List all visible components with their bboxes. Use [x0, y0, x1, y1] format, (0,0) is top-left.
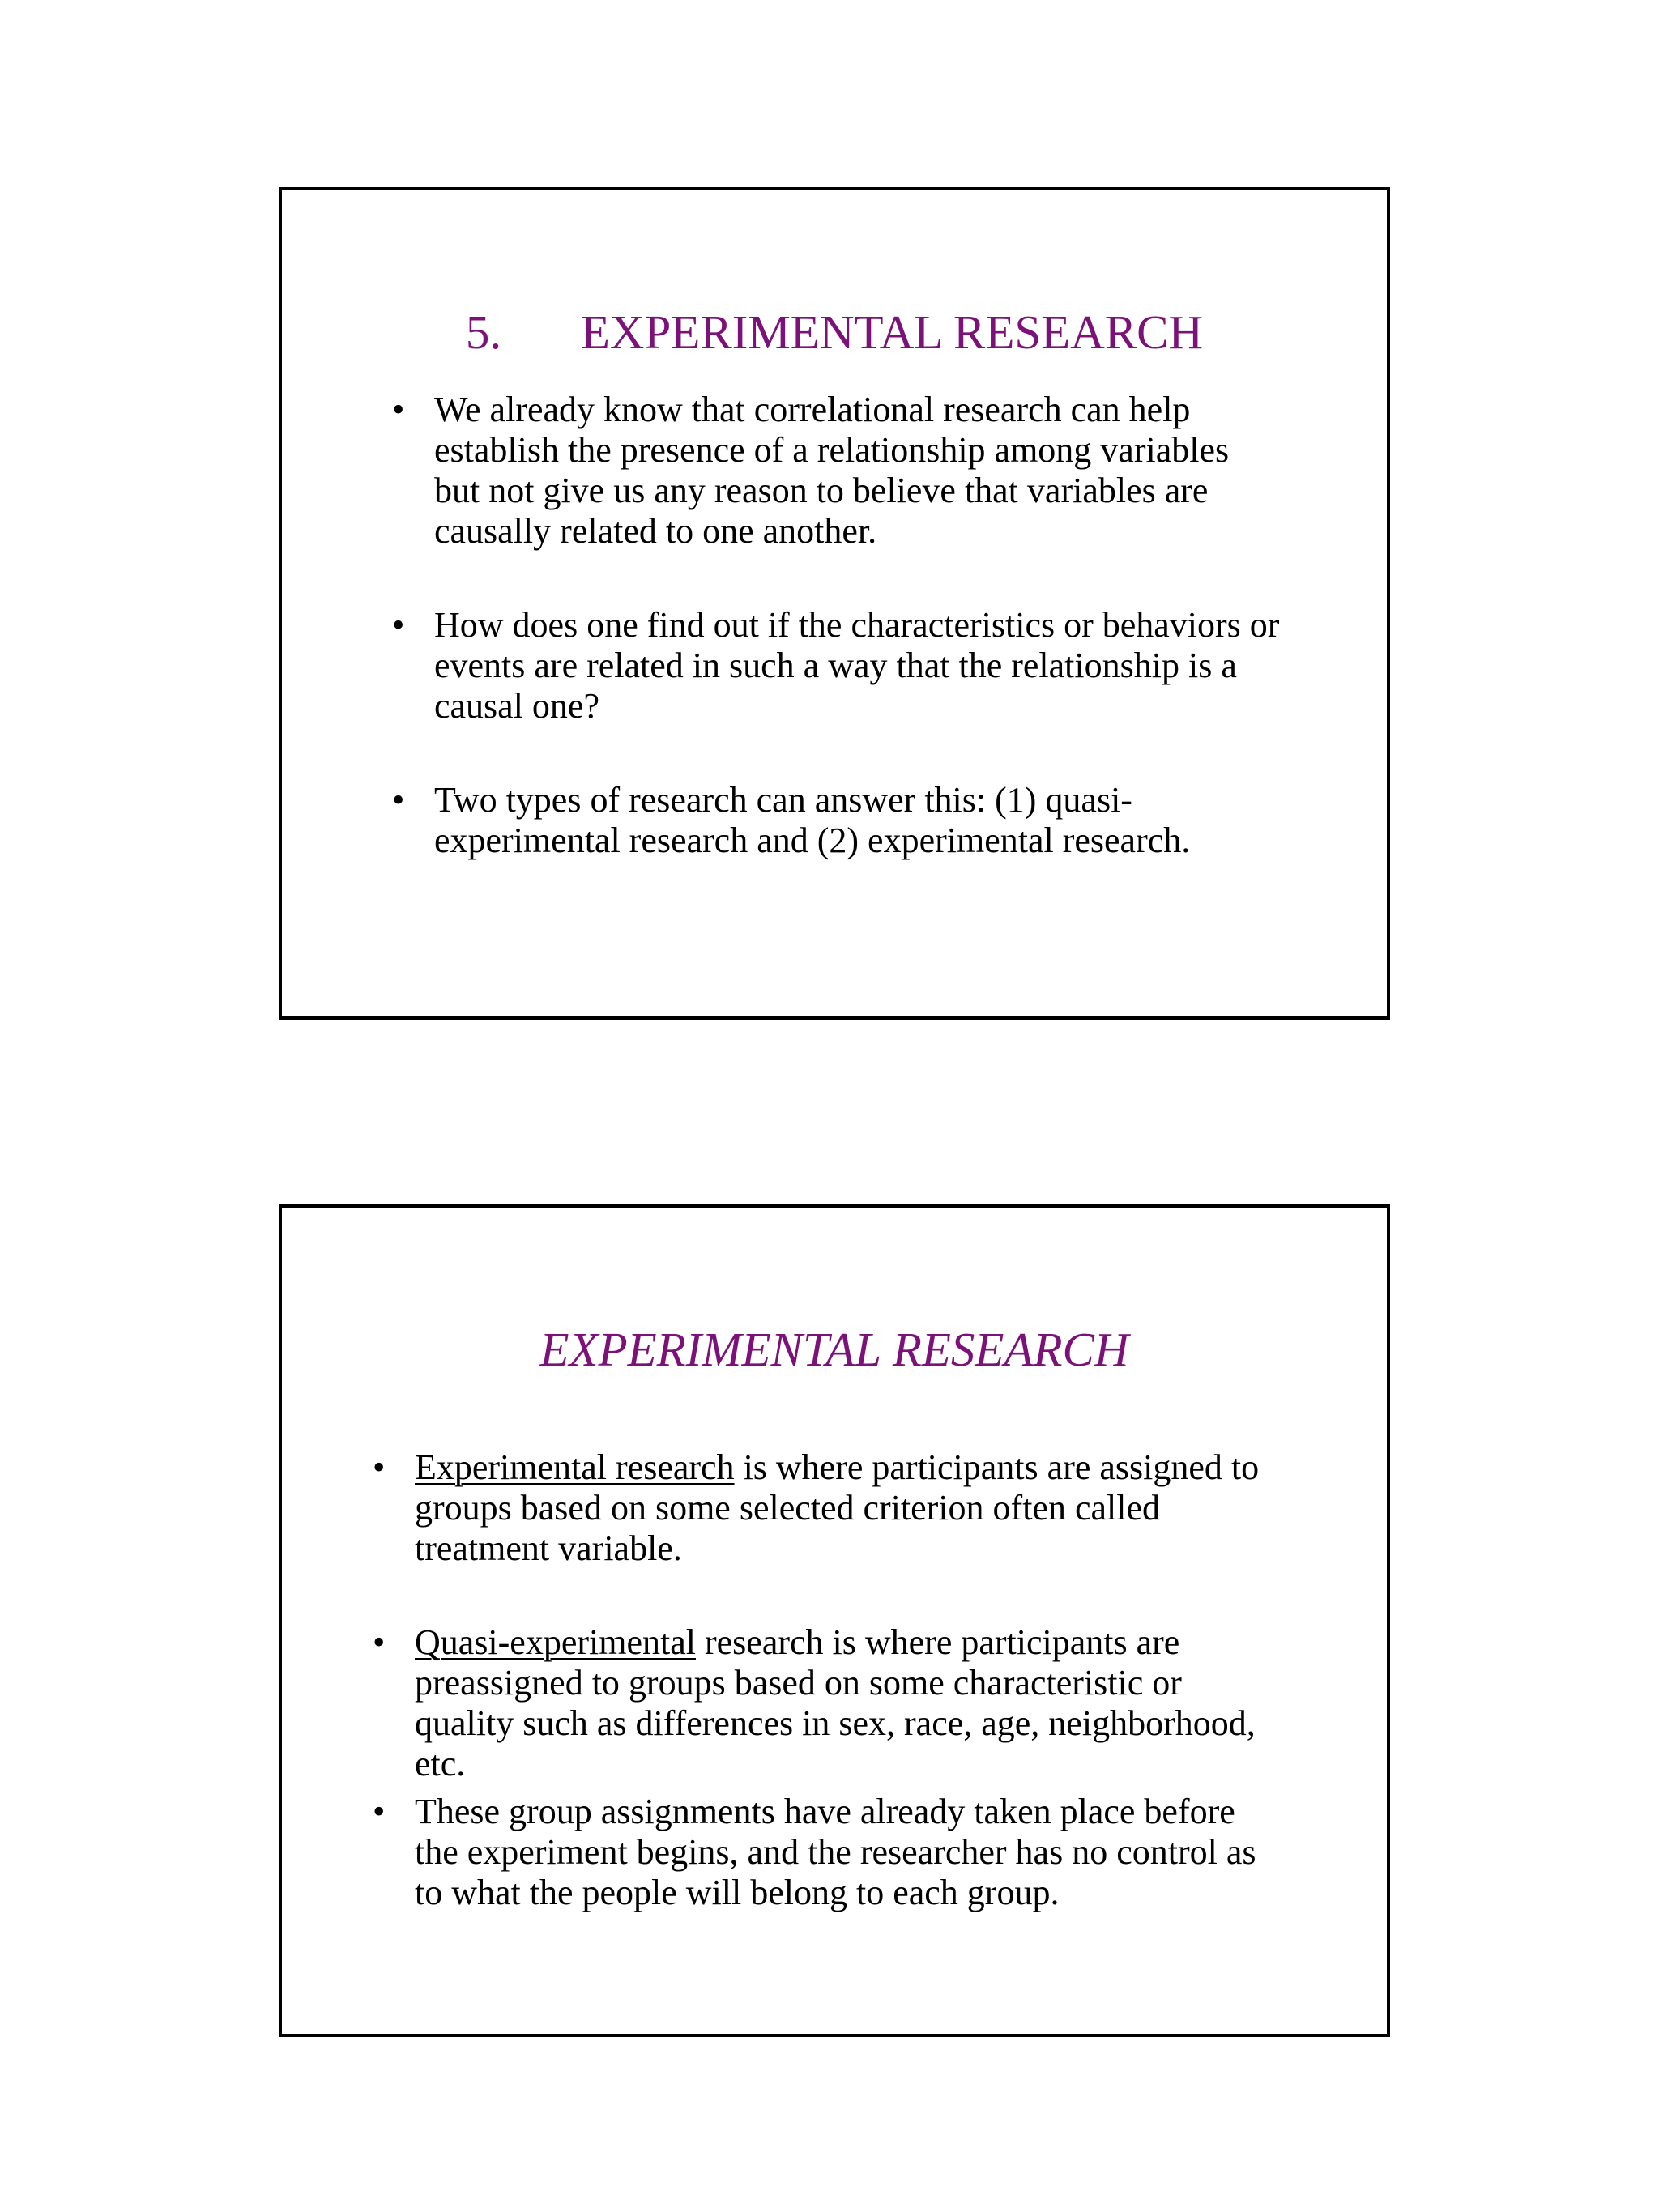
- bullet-line: but not give us any reason to believe that variables are: [434, 471, 1209, 510]
- slide-1-title: [282, 305, 1387, 359]
- bullet-line: We already know that correlational research can help: [434, 390, 1191, 429]
- bullet-line: [415, 1622, 1361, 1663]
- slide-1-bullet-3: [392, 780, 1364, 861]
- bullet-line: the experiment begins, and the researcher has no control as: [415, 1832, 1256, 1872]
- slide-2-bullet-3: [373, 1792, 1361, 1913]
- bullet-line: groups based on some selected criterion often called: [415, 1488, 1161, 1528]
- slide-1-bullet-1: [392, 390, 1364, 552]
- bullet-line: [415, 1447, 1361, 1488]
- bullet-line: preassigned to groups based on some characteristic or: [415, 1663, 1182, 1703]
- bullet-line: How does one find out if the characteristics or behaviors or: [434, 605, 1280, 645]
- bullet-dot-icon: •: [373, 1792, 386, 1831]
- bullet-line: causal one?: [434, 686, 599, 726]
- bullet-dot-icon: •: [373, 1447, 386, 1487]
- bullet-dot-icon: •: [373, 1622, 386, 1662]
- slide-1: [279, 187, 1390, 1020]
- bullet-line-rest: research is where participants are: [695, 1622, 1180, 1662]
- slide-2-bullet-2: [373, 1622, 1361, 1784]
- slide-2-bullet-1: [373, 1447, 1361, 1569]
- slide-2-title: EXPERIMENTAL RESEARCH: [539, 1323, 1129, 1376]
- bullet-line: quality such as differences in sex, race, age, neighborhood,: [415, 1703, 1256, 1743]
- bullet-line-rest: is where participants are assigned to: [734, 1447, 1260, 1487]
- bullet-line: causally related to one another.: [434, 511, 877, 551]
- bullet-line: experimental research and (2) experimental research.: [434, 820, 1191, 860]
- bullet-dot-icon: •: [392, 605, 405, 645]
- bullet-dot-icon: •: [392, 390, 405, 429]
- slide-1-bullet-list: [392, 390, 1364, 861]
- slide-1-bullet-2: [392, 605, 1364, 727]
- bullet-dot-icon: •: [392, 780, 405, 820]
- slide-1-title-number: 5.: [465, 305, 502, 359]
- term-experimental-research: Experimental research: [415, 1447, 735, 1487]
- bullet-line: Two types of research can answer this: (1) quasi-: [434, 780, 1132, 820]
- slide-2: [279, 1204, 1390, 2037]
- slide-2-bullet-list: [373, 1447, 1361, 1913]
- bullet-line: events are related in such a way that the relationship is a: [434, 646, 1237, 685]
- bullet-line: These group assignments have already taken place before: [415, 1792, 1235, 1831]
- bullet-line: to what the people will belong to each group.: [415, 1873, 1060, 1912]
- bullet-line: establish the presence of a relationship among variables: [434, 430, 1230, 470]
- term-quasi-experimental: Quasi-experimental: [415, 1622, 696, 1662]
- bullet-line: treatment variable.: [415, 1528, 682, 1568]
- bullet-line: etc.: [415, 1744, 466, 1784]
- slide-1-title-text: EXPERIMENTAL RESEARCH: [580, 305, 1204, 359]
